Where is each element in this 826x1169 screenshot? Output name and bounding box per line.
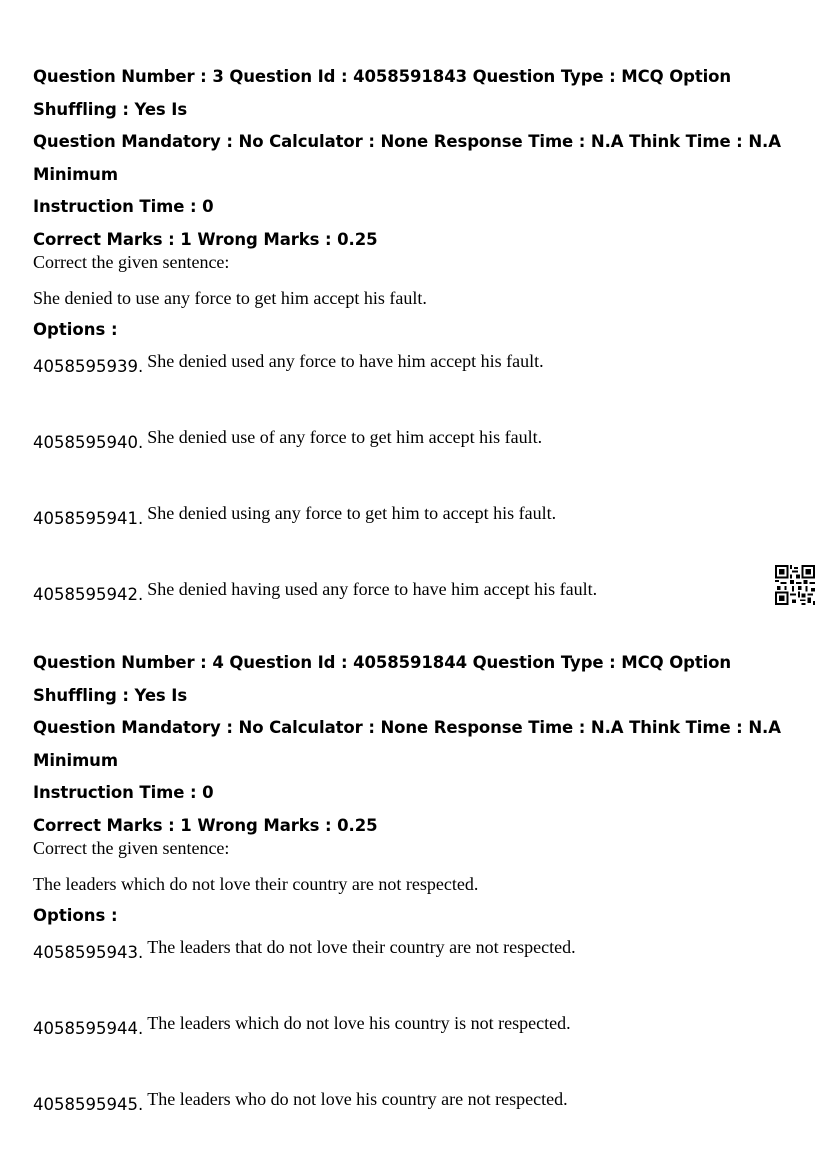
option-id: 4058595940. <box>33 432 144 452</box>
option-4058595941 <box>33 499 803 575</box>
question-meta-line-3: Instruction Time : 0 <box>33 197 214 216</box>
question-meta-line-2: Question Mandatory : No Calculator : None Response Time : N.A Think Time : N.A Minimum <box>33 718 781 770</box>
question-marks: Correct Marks : 1 Wrong Marks : 0.25 <box>33 815 378 835</box>
options-label: Options : <box>33 905 118 925</box>
option-4058595942 <box>33 575 803 651</box>
option-id: 4058595942. <box>33 584 144 604</box>
option-text: She denied used any force to have him accept his fault. <box>147 350 544 371</box>
option-id: 4058595945. <box>33 1094 144 1114</box>
question-prompt: Correct the given sentence: <box>33 251 230 272</box>
option-4058595943 <box>33 933 803 1009</box>
option-text: The leaders who do not love his country are not respected. <box>147 1088 568 1109</box>
options-list <box>33 933 803 1161</box>
question-marks: Correct Marks : 1 Wrong Marks : 0.25 <box>33 229 378 249</box>
question-meta-line-1: Question Number : 3 Question Id : 4058591843 Question Type : MCQ Option Shuffling : Yes Is <box>33 67 732 119</box>
option-id: 4058595943. <box>33 942 144 962</box>
options-list <box>33 347 803 651</box>
option-text: The leaders that do not love their country are not respected. <box>147 936 576 957</box>
option-text: She denied having used any force to have him accept his fault. <box>147 578 598 599</box>
question-sentence: The leaders which do not love their country are not respected. <box>33 873 479 894</box>
option-id: 4058595939. <box>33 356 144 376</box>
question-meta-line-3: Instruction Time : 0 <box>33 783 214 802</box>
question-sentence: She denied to use any force to get him accept his fault. <box>33 287 427 308</box>
question-block-3 <box>33 61 803 651</box>
qr-code-icon <box>775 565 815 605</box>
option-id: 4058595941. <box>33 508 144 528</box>
option-4058595939 <box>33 347 803 423</box>
question-meta-line-1: Question Number : 4 Question Id : 4058591844 Question Type : MCQ Option Shuffling : Yes Is <box>33 653 732 705</box>
option-text: She denied using any force to get him to accept his fault. <box>147 502 557 523</box>
option-id: 4058595944. <box>33 1018 144 1038</box>
option-text: The leaders which do not love his country is not respected. <box>147 1012 571 1033</box>
option-4058595944 <box>33 1009 803 1085</box>
question-block-4 <box>33 647 803 1161</box>
question-prompt: Correct the given sentence: <box>33 837 230 858</box>
options-label: Options : <box>33 319 118 339</box>
option-text: She denied use of any force to get him accept his fault. <box>147 426 543 447</box>
option-4058595940 <box>33 423 803 499</box>
question-meta-line-2: Question Mandatory : No Calculator : None Response Time : N.A Think Time : N.A Minimum <box>33 132 781 184</box>
option-4058595945 <box>33 1085 803 1161</box>
